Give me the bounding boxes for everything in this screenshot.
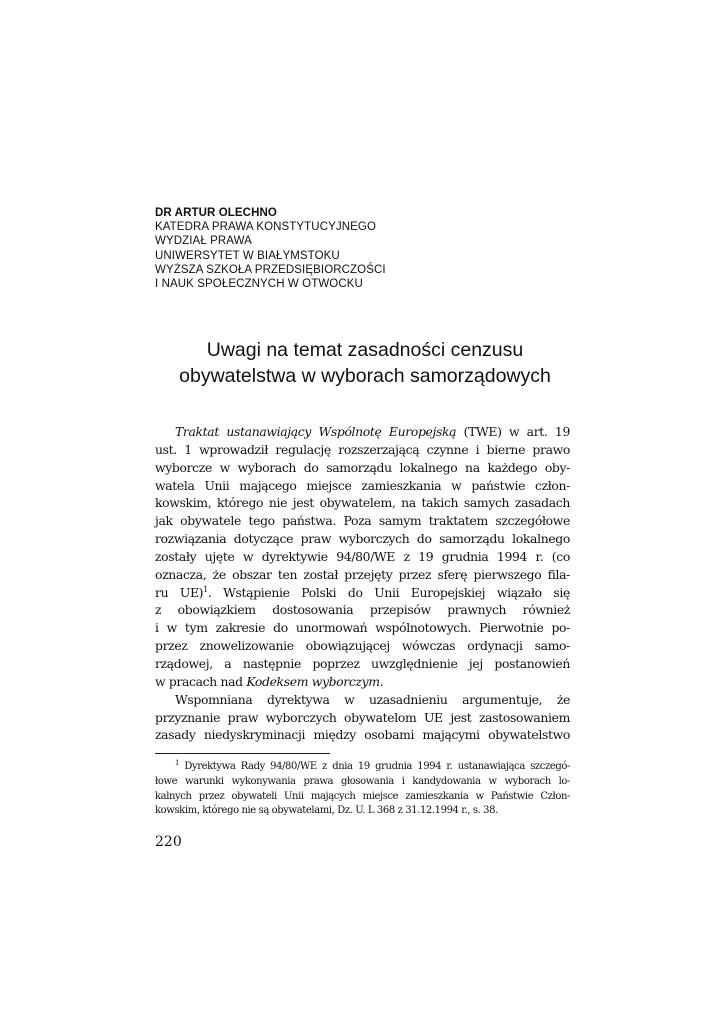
body-line: ust. 1 wprowadził regulację rozszerzającą czynne i bierne prawo (155, 441, 570, 457)
footnote-line: kalnych przez obywateli Unii mających miejsce zamieszkania w Państwie Człon- (155, 790, 570, 802)
affiliation-line: UNIWERSYTET W BIAŁYMSTOKU (155, 249, 340, 262)
footnote-separator (155, 753, 330, 754)
footnote-reference: 1 (203, 584, 208, 594)
affiliation-line: WYŻSZA SZKOŁA PRZEDSIĘBIORCZOŚCI (155, 263, 386, 276)
body-line: wyborcze w wyborach do samorządu lokalnego na każdego oby- (155, 459, 570, 475)
body-line: z obowiązkiem dostosowania przepisów prawnych również (155, 602, 570, 618)
body-line: oznacza, że obszar ten został przejęty przez sferę pierwszego fila- (155, 566, 570, 582)
affiliation-line: I NAUK SPOŁECZNYCH W OTWOCKU (155, 278, 363, 291)
body-line: rządowej, a następnie poprzez uwzględnienie jej postanowień (155, 655, 570, 671)
body-line (155, 423, 570, 441)
affiliation-line: WYDZIAŁ PRAWA (155, 235, 252, 248)
author-name: DR ARTUR OLECHNO (155, 207, 277, 219)
page-number: 220 (155, 834, 182, 850)
body-line: watela Unii mającego miejsce zamieszkania w państwie człon- (155, 477, 570, 493)
body-line: Wspomniana dyrektywa w uzasadnieniu argumentuje, że (175, 691, 570, 707)
footnote-marker: 1 (175, 759, 180, 767)
body-line: rozwiązania dotyczące praw wyborczych do samorządu lokalnego (155, 531, 570, 547)
body-line (155, 584, 570, 602)
footnote-text-fragment: Dyrektywa Rady 94/80/WE z dnia 19 grudnia 1994 r. ustanawiająca szczegó- (179, 761, 570, 772)
body-text-fragment: . (379, 673, 384, 689)
body-line: i w tym zakresie do unormowań wspólnotowych. Pierwotnie po- (155, 620, 570, 636)
treaty-title: Traktat ustanawiający Wspólnotę Europejską (175, 424, 457, 439)
body-line: kowskim, którego nie jest obywatelem, na takich samych zasadach (155, 495, 570, 511)
footnote (155, 760, 570, 819)
body-line (155, 673, 570, 691)
title-line-2: obywatelstwa w wyborach samorządowych (179, 365, 551, 387)
body-line: zostały ujęte w dyrektywie 94/80/WE z 19 grudnia 1994 r. (co (155, 548, 570, 564)
title-line-1: Uwagi na temat zasadności cenzusu (206, 339, 524, 361)
body-text-fragment: w pracach nad (155, 673, 247, 689)
body-line: przez znowelizowanie obowiązującej wówczas ordynacji samo- (155, 638, 570, 654)
article-body (155, 423, 570, 744)
body-text-fragment: . Wstąpienie Polski do Unii Europejskiej wiązało się (207, 584, 570, 600)
footnote-line (155, 760, 570, 775)
body-text-fragment: (TWE) w art. 19 (456, 424, 570, 439)
body-line: zasady niedyskryminacji między osobami mającymi obywatelstwo (155, 727, 570, 743)
footnote-line: kowskim, którego nie są obywatelami, Dz. U. L 368 z 31.12.1994 r., s. 38. (155, 805, 498, 817)
affiliation-line: KATEDRA PRAWA KONSTYTUCYJNEGO (155, 221, 377, 234)
body-text-fragment: ru UE) (155, 584, 204, 600)
footnote-line: łowe warunki wykonywania prawa głosowania i kandydowania w wyborach lo- (155, 775, 570, 787)
body-line: przyznanie praw wyborczych obywatelom UE jest zastosowaniem (155, 709, 570, 725)
body-line: jak obywatele tego państwa. Poza samym traktatem szczegółowe (155, 513, 570, 529)
article-title (110, 337, 620, 389)
author-affiliation (155, 206, 575, 291)
code-title: Kodeksem wyborczym (246, 673, 380, 689)
